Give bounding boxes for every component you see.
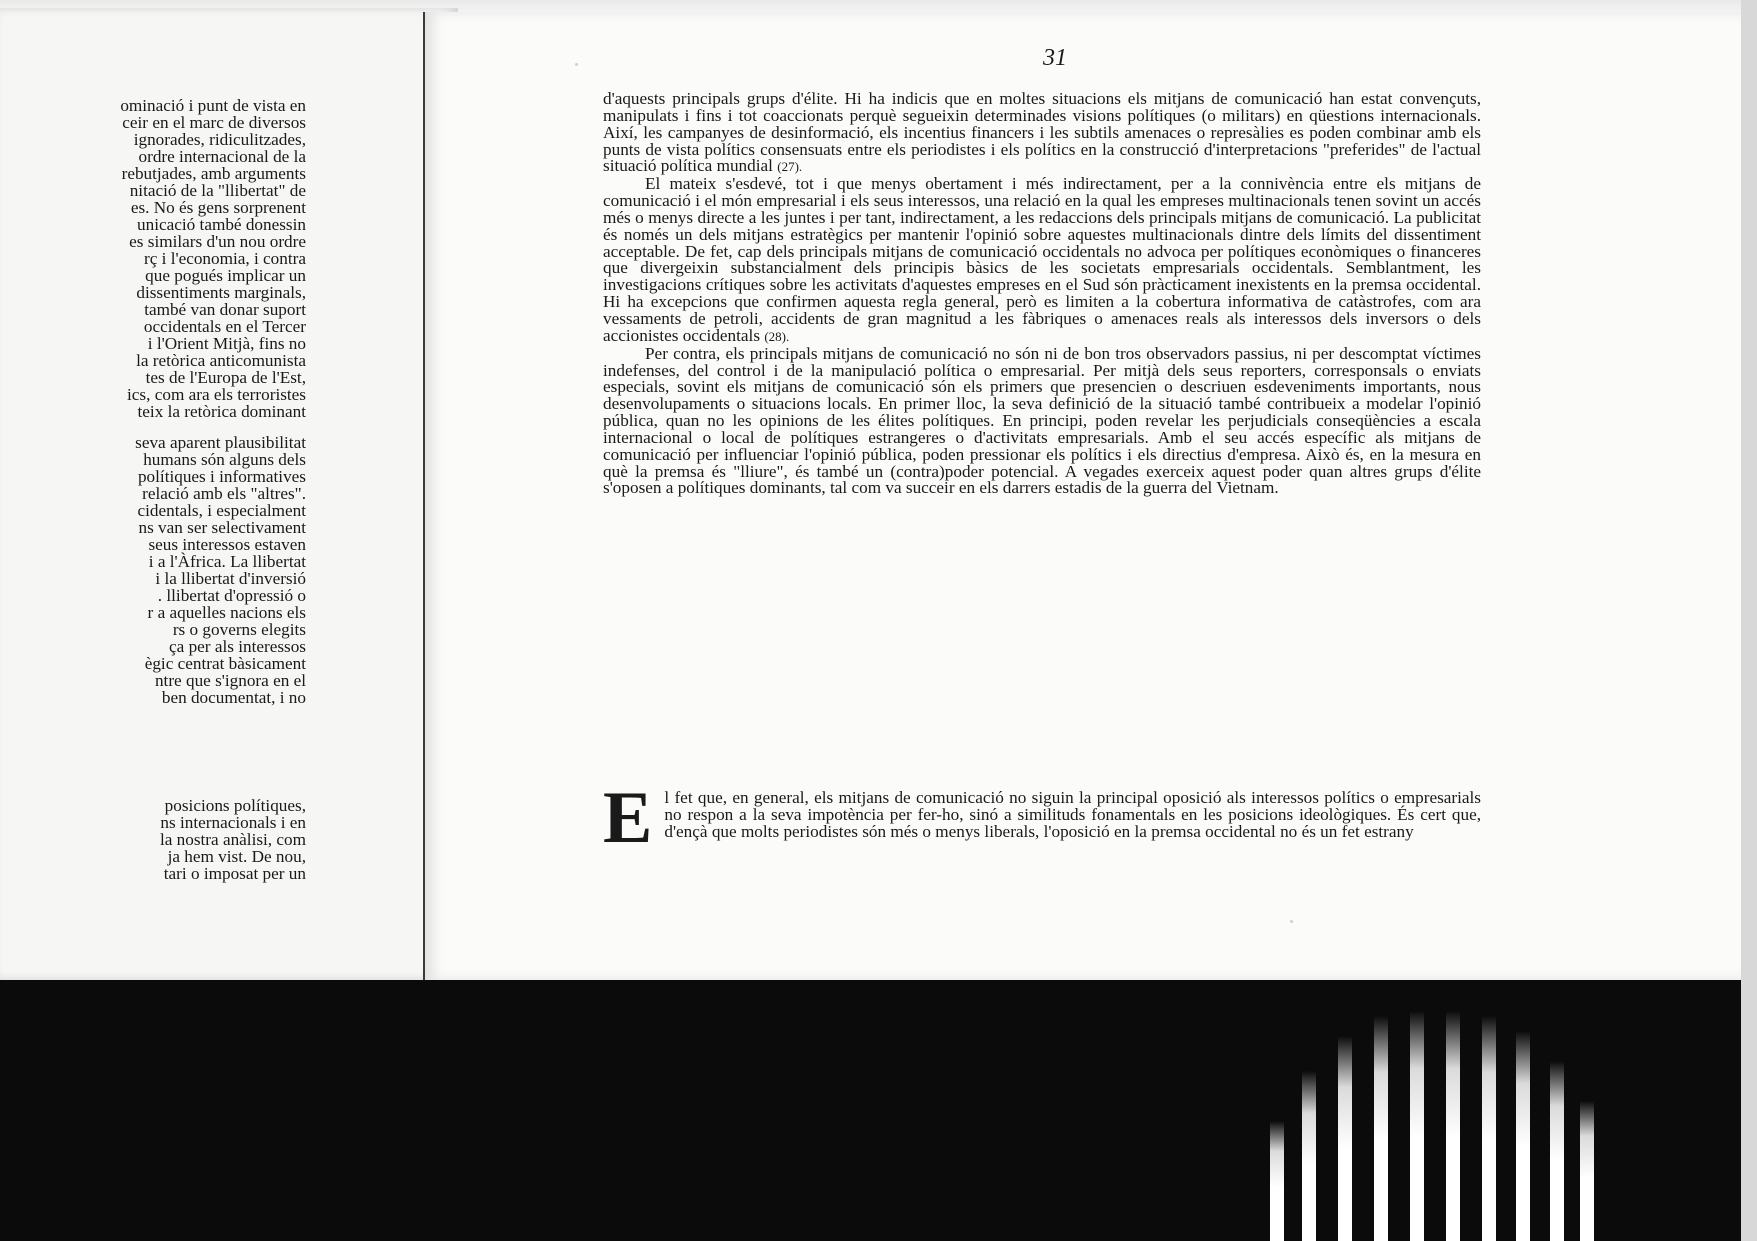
left-page-line: seus interessos estaven — [148, 535, 306, 554]
left-page-line: seva aparent plausibilitat — [135, 433, 306, 452]
left-page-line: ègic centrat bàsicament — [144, 654, 306, 673]
page-number: 31 — [1043, 45, 1067, 71]
paragraph-4 — [603, 777, 1481, 859]
left-page-line: ns internacionals i en — [160, 813, 306, 832]
left-page-line: ordre internacional de la — [138, 147, 306, 166]
light-bar — [1482, 1016, 1496, 1241]
scan-speck — [1290, 920, 1293, 923]
left-page — [0, 8, 458, 980]
left-page-line: i a l'Àfrica. La llibertat — [148, 552, 306, 571]
scan-speck — [575, 63, 578, 66]
left-page-line: que pogués implicar un — [145, 266, 306, 285]
citation-27: (27). — [777, 159, 803, 175]
left-page-line: ceir en el marc de diversos — [122, 113, 306, 132]
left-page-line: la nostra anàlisi, com — [159, 830, 306, 849]
light-bar — [1410, 1011, 1424, 1241]
left-page-line: la retòrica anticomunista — [136, 351, 306, 370]
light-bar — [1302, 1071, 1316, 1241]
left-page-line: ça per als interessos — [169, 637, 306, 656]
light-bar — [1550, 1061, 1564, 1241]
left-page-line: posicions polítiques, — [164, 796, 306, 815]
paragraph-2 — [603, 176, 1481, 345]
paragraph-2-text: El mateix s'esdevé, tot i que menys obertament i més indirectament, per a la connivència entre els mitjans de comunicació i el món empresarial i els seus interessos, una relació en la qual les empreses multinacionals tenen sovint un accés més o menys directe a les juntes i per tant, indirectament, a les redaccions dels principals mitjans de comunicació. La publicitat és només un dels mitjans estratègics per mantenir l'opinió sobre aquestes multinacionals dintre dels límits del dissentiment acceptable. De fet, cap dels principals mitjans de comunicació occidentals no advoca per polítiques econòmiques o financeres que divergeixin substancialment dels principis bàsics de les societats empresarials occidentals. Semblantment, les investigacions crítiques sobre les activitats d'aquestes empreses en el Sud són pràcticament inexistents en la premsa occidental. Hi ha excepcions que confirmen aquesta regla general, però es limiten a la cobertura informativa de catàstrofes, com ara vessaments de petroli, accidents de gran magnitud a les fàbriques o amenaces reals als interessos dels inversors o dels accionistes occidentals — [603, 174, 1481, 345]
left-page-line: unicació també donessin — [137, 215, 306, 234]
left-page-line: ben documentat, i no — [161, 688, 306, 707]
left-text-block-2 — [0, 434, 306, 706]
light-bar — [1338, 1036, 1352, 1241]
left-page-line: cidentals, i especialment — [137, 501, 306, 520]
left-text-block-1 — [0, 97, 306, 420]
left-page-line: ja hem vist. De nou, — [167, 847, 306, 866]
light-bar — [1516, 1031, 1530, 1241]
left-page-line: tari o imposat per un — [163, 864, 306, 883]
left-page-line: també van donar suport — [144, 300, 306, 319]
left-page-line: es similars d'un nou ordre — [129, 232, 306, 251]
paragraph-4-text: l fet que, en general, els mitjans de comunicació no siguin la principal oposició als interessos polítics o empresarials no respon a la seva impotència per fer-ho, sinó a similituds fonamentals en les posicions ideològiques. És cert que, d'ençà que molts periodistes són més o menys liberals, l'oposició en la premsa occidental no és un fet estrany — [664, 788, 1481, 841]
left-page-line: r a aquelles nacions els — [147, 603, 306, 622]
left-page-line: polítiques i informatives — [137, 467, 306, 486]
left-page-line: tes de l'Europa de l'Est, — [145, 368, 306, 387]
right-page-body — [603, 91, 1481, 497]
paragraph-1 — [603, 91, 1481, 176]
left-page-line: rebutjades, amb arguments — [121, 164, 306, 183]
left-page-line: . llibertat d'opressió o — [157, 586, 306, 605]
left-page-line: ns van ser selectivament — [138, 518, 306, 537]
scan-right-edge — [1741, 0, 1757, 1241]
light-bar — [1270, 1121, 1284, 1241]
left-page-line: humans són alguns dels — [143, 450, 306, 469]
left-page-line: i l'Orient Mitjà, fins no — [147, 334, 306, 353]
paragraph-1-text: d'aquests principals grups d'élite. Hi ha indicis que en moltes situacions els mitjans de comunicació han estat convençuts, manipulats i fins i tot coaccionats perquè segueixin determinades visions polítiques (o militars) en qüestions internacionals. Així, les campanyes de desinformació, els incentius financers i les subtils amenaces o represàlies es poden combinar amb els punts de vista polítics consensuats entre els periodistes i els polítics en la construcció d'interpretacions "preferides" de l'actual situació política mundial — [603, 89, 1481, 176]
scan-light-bars — [1250, 985, 1600, 1241]
drop-cap: E — [603, 777, 653, 859]
left-page-line: ominació i punt de vista en — [120, 96, 306, 115]
light-bar — [1446, 1011, 1460, 1241]
light-bar — [1580, 1101, 1594, 1241]
left-page-line: occidentals en el Tercer — [143, 317, 306, 336]
paragraph-3: Per contra, els principals mitjans de comunicació no són ni de bon tros observadors passius, ni per descomptat víctimes indefenses, del control i de la manipulació política o empresarial. Per mitjà dels seus reporters, corresponsals o enviats especials, sovint els mitjans de comunicació són els primers que presencien o descriuen esdeveniments importants, nous desenvolupaments o situacions locals. En primer lloc, la seva definició de la situació també contribueix a modelar l'opinió pública, quan no les opinions de les élites polítiques. En principi, poden revelar les perjudicials conseqüències a escala internacional o local de polítiques estrangeres o d'activitats empresarials. Amb el seu accés específic als mitjans de comunicació per influenciar l'opinió pública, poden pressionar els polítics i els directius d'empresa. Això és, en la mesura en què la premsa és "lliure", és també un (contra)poder potencial. A vegades exerceix aquest poder quan altres grups d'élite s'oposen a polítiques dominants, tal com va succeir en els darrers estadis de la guerra del Vietnam. — [603, 343, 1481, 498]
left-page-line: es. No és gens sorprenent — [130, 198, 306, 217]
left-page-line: relació amb els "altres". — [142, 484, 306, 503]
left-page-line: ics, com ara els terroristes — [127, 385, 306, 404]
left-page-line: i la llibertat d'inversió — [155, 569, 306, 588]
left-page-line: dissentiments marginals, — [136, 283, 306, 302]
left-page-line: ntre que s'ignora en el — [154, 671, 306, 690]
citation-28: (28). — [764, 328, 790, 344]
left-page-line: teix la retòrica dominant — [137, 402, 306, 421]
left-page-line: ignorades, ridiculitzades, — [133, 130, 306, 149]
left-page-line: nitació de la "llibertat" de — [129, 181, 306, 200]
light-bar — [1374, 1016, 1388, 1241]
left-page-line: rs o governs elegits — [172, 620, 306, 639]
left-text-block-3 — [0, 797, 306, 882]
left-page-line: rç i l'economia, i contra — [143, 249, 306, 268]
